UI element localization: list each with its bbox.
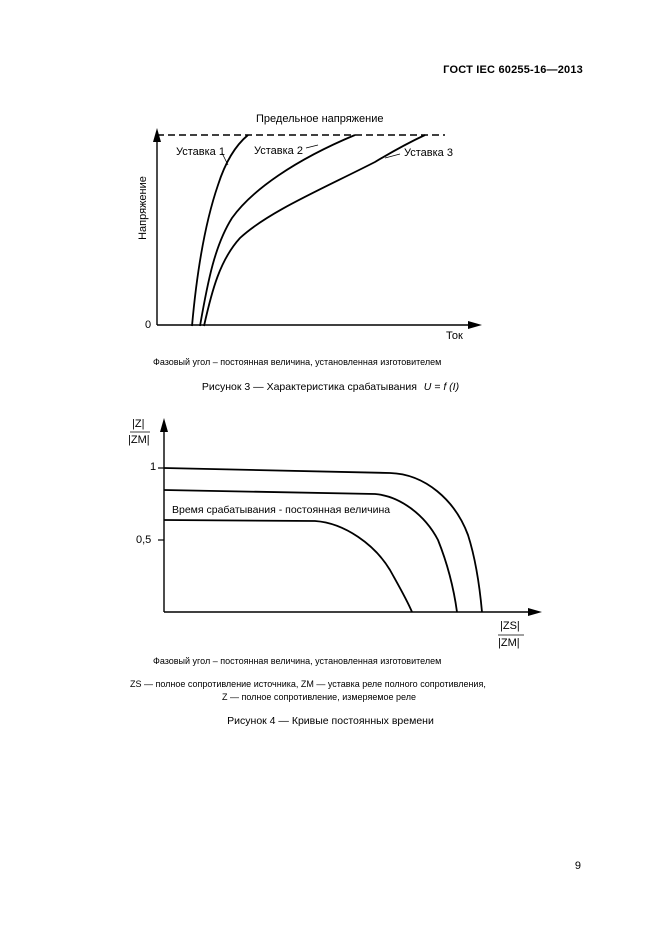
- fig4-legend-line-1: ZS — полное сопротивление источника, ZM — уставка реле полного сопротивления,: [130, 679, 486, 689]
- fig4-note: Фазовый угол – постоянная величина, установленная изготовителем: [153, 656, 442, 666]
- fig4-y-label-numerator: |Z|: [132, 418, 145, 430]
- fig4-y-tick-label-05: 0,5: [136, 534, 152, 546]
- fig4-y-tick-label-1: 1: [150, 461, 157, 473]
- fig3-curve-label-1: Уставка 1: [176, 146, 225, 158]
- fig3-note: Фазовый угол – постоянная величина, установленная изготовителем: [153, 357, 442, 367]
- fig3-x-axis-label: Ток: [446, 330, 463, 342]
- fig3-caption-formula: U = f (I): [423, 381, 460, 393]
- fig3-origin-label: 0: [145, 319, 152, 331]
- fig4-caption: Рисунок 4 — Кривые постоянных времени: [227, 715, 434, 727]
- fig3-curve-setting-2: [200, 135, 355, 326]
- fig3-caption-prefix: Рисунок 3 — Характеристика срабатывания: [201, 381, 417, 393]
- page-number: 9: [574, 860, 581, 872]
- fig3-curve-setting-1: [192, 135, 248, 326]
- fig4-curve-outer: [164, 468, 482, 612]
- fig4-x-label-denominator: |ZM|: [498, 637, 520, 649]
- fig3-limit-voltage-label: Предельное напряжение: [256, 113, 384, 125]
- fig3-x-arrow: [468, 321, 482, 329]
- fig4-x-label-numerator: |ZS|: [500, 620, 520, 632]
- standard-header: ГОСТ IEC 60255-16—2013: [443, 64, 583, 76]
- fig4-curve-inner: [164, 520, 412, 612]
- fig4-y-arrow: [160, 418, 168, 432]
- fig4-legend-line-2: Z — полное сопротивление, измеряемое реле: [222, 692, 416, 702]
- fig3-leader-2: [306, 145, 318, 148]
- fig4-x-arrow: [528, 608, 542, 616]
- fig3-curve-label-3: Уставка 3: [404, 147, 453, 159]
- fig4-curve-annotation: Время срабатывания - постоянная величина: [172, 504, 391, 516]
- fig3-y-axis-label: Напряжение: [137, 176, 149, 240]
- fig3-caption: [0, 381, 661, 393]
- fig3-curve-label-2: Уставка 2: [254, 145, 303, 157]
- fig4-y-label-denominator: |ZM|: [128, 434, 150, 446]
- fig3-curve-setting-3: [204, 135, 425, 326]
